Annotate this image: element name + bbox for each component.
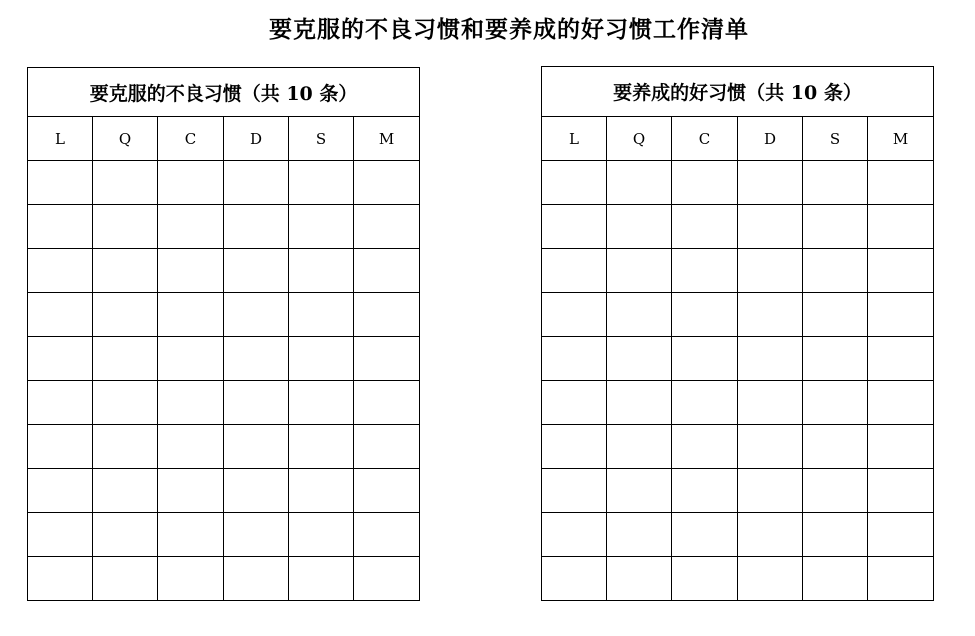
- table-cell[interactable]: [868, 513, 934, 557]
- table-cell[interactable]: [93, 249, 158, 293]
- table-cell[interactable]: [289, 381, 354, 425]
- table-cell[interactable]: [607, 161, 672, 205]
- page-title: 要克服的不良习惯和要养成的好习惯工作清单: [269, 16, 749, 43]
- table-cell[interactable]: [803, 293, 868, 337]
- table-row: [28, 425, 420, 469]
- table-cell[interactable]: [868, 205, 934, 249]
- table-row: [542, 161, 934, 205]
- table-cell[interactable]: [672, 293, 738, 337]
- table-cell[interactable]: [93, 425, 158, 469]
- table-cell[interactable]: [93, 337, 158, 381]
- table-cell[interactable]: [289, 249, 354, 293]
- table-cell[interactable]: [672, 557, 738, 601]
- table-cell[interactable]: [28, 557, 93, 601]
- table-row: [542, 513, 934, 557]
- table-cell[interactable]: [542, 205, 607, 249]
- table-cell[interactable]: [158, 425, 224, 469]
- table-cell[interactable]: [672, 381, 738, 425]
- table-cell[interactable]: [158, 337, 224, 381]
- table-cell[interactable]: [28, 469, 93, 513]
- table-cell[interactable]: [672, 249, 738, 293]
- table-row: [28, 557, 420, 601]
- table-cell[interactable]: [607, 337, 672, 381]
- table-cell[interactable]: [868, 249, 934, 293]
- table-cell[interactable]: [28, 161, 93, 205]
- table-cell[interactable]: [738, 337, 803, 381]
- table-cell[interactable]: [158, 469, 224, 513]
- table-cell[interactable]: [542, 425, 607, 469]
- table-cell[interactable]: [224, 249, 289, 293]
- column-header-m: M: [354, 117, 420, 161]
- table-row: [28, 469, 420, 513]
- table-cell[interactable]: [542, 557, 607, 601]
- table-cell[interactable]: [803, 161, 868, 205]
- table-cell[interactable]: [28, 513, 93, 557]
- table-row: [542, 425, 934, 469]
- table-cell[interactable]: [607, 513, 672, 557]
- table-cell[interactable]: [672, 337, 738, 381]
- table-cell[interactable]: [803, 249, 868, 293]
- table-row: [542, 469, 934, 513]
- table-cell[interactable]: [158, 513, 224, 557]
- table-cell[interactable]: [354, 293, 420, 337]
- table-cell[interactable]: [354, 205, 420, 249]
- table-cell[interactable]: [803, 381, 868, 425]
- column-header-c: C: [672, 117, 738, 161]
- table-cell[interactable]: [738, 469, 803, 513]
- table-cell[interactable]: [607, 469, 672, 513]
- table-cell[interactable]: [289, 513, 354, 557]
- bad-habits-table: [27, 67, 420, 601]
- table-cell[interactable]: [672, 513, 738, 557]
- table-cell[interactable]: [672, 425, 738, 469]
- table-cell[interactable]: [28, 205, 93, 249]
- table-cell[interactable]: [738, 557, 803, 601]
- table-cell[interactable]: [542, 513, 607, 557]
- table-cell[interactable]: [738, 425, 803, 469]
- table-cell[interactable]: [354, 557, 420, 601]
- table-cell[interactable]: [738, 381, 803, 425]
- table-row: [542, 337, 934, 381]
- column-header-d: D: [224, 117, 289, 161]
- table-row: [28, 161, 420, 205]
- good-habits-caption: 要养成的好习惯（共 10 条）: [542, 67, 934, 117]
- table-cell[interactable]: [158, 161, 224, 205]
- table-cell[interactable]: [224, 337, 289, 381]
- column-header-s: S: [289, 117, 354, 161]
- table-row: [28, 381, 420, 425]
- table-cell[interactable]: [542, 293, 607, 337]
- table-cell[interactable]: [28, 249, 93, 293]
- table-cell[interactable]: [354, 425, 420, 469]
- table-cell[interactable]: [672, 205, 738, 249]
- table-row: [542, 293, 934, 337]
- table-cell[interactable]: [672, 161, 738, 205]
- table-cell[interactable]: [224, 381, 289, 425]
- table-cell[interactable]: [868, 381, 934, 425]
- column-header-l: L: [542, 117, 607, 161]
- table-cell[interactable]: [803, 513, 868, 557]
- table-cell[interactable]: [542, 337, 607, 381]
- column-header-q: Q: [93, 117, 158, 161]
- table-cell[interactable]: [158, 205, 224, 249]
- table-cell[interactable]: [672, 469, 738, 513]
- table-cell[interactable]: [738, 249, 803, 293]
- table-cell[interactable]: [803, 337, 868, 381]
- table-cell[interactable]: [93, 161, 158, 205]
- table-row: [28, 293, 420, 337]
- table-cell[interactable]: [289, 161, 354, 205]
- table-cell[interactable]: [542, 249, 607, 293]
- table-cell[interactable]: [354, 161, 420, 205]
- table-cell[interactable]: [607, 293, 672, 337]
- table-cell[interactable]: [158, 249, 224, 293]
- table-cell[interactable]: [354, 381, 420, 425]
- table-cell[interactable]: [93, 381, 158, 425]
- table-cell[interactable]: [868, 161, 934, 205]
- table-cell[interactable]: [158, 557, 224, 601]
- table-cell[interactable]: [158, 293, 224, 337]
- table-cell[interactable]: [158, 381, 224, 425]
- table-cell[interactable]: [738, 205, 803, 249]
- table-cell[interactable]: [803, 205, 868, 249]
- table-cell[interactable]: [803, 469, 868, 513]
- table-cell[interactable]: [28, 293, 93, 337]
- table-cell[interactable]: [607, 249, 672, 293]
- table-cell[interactable]: [607, 425, 672, 469]
- table-cell[interactable]: [607, 205, 672, 249]
- column-header-m: M: [868, 117, 934, 161]
- table-cell[interactable]: [224, 469, 289, 513]
- table-cell[interactable]: [93, 293, 158, 337]
- table-row: [542, 381, 934, 425]
- table-row: [542, 557, 934, 601]
- table-cell[interactable]: [224, 293, 289, 337]
- table-row: [28, 249, 420, 293]
- table-cell[interactable]: [354, 513, 420, 557]
- column-header-l: L: [28, 117, 93, 161]
- table-cell[interactable]: [224, 205, 289, 249]
- table-cell[interactable]: [354, 249, 420, 293]
- table-cell[interactable]: [542, 161, 607, 205]
- table-row: [28, 205, 420, 249]
- table-cell[interactable]: [607, 381, 672, 425]
- table-cell[interactable]: [868, 469, 934, 513]
- table-cell[interactable]: [289, 425, 354, 469]
- bad-habits-caption: 要克服的不良习惯（共 10 条）: [28, 68, 420, 117]
- table-cell[interactable]: [289, 469, 354, 513]
- column-header-s: S: [803, 117, 868, 161]
- table-cell[interactable]: [289, 337, 354, 381]
- table-cell[interactable]: [542, 469, 607, 513]
- table-cell[interactable]: [868, 337, 934, 381]
- table-cell[interactable]: [738, 293, 803, 337]
- table-row: [28, 337, 420, 381]
- table-cell[interactable]: [354, 337, 420, 381]
- table-cell[interactable]: [28, 425, 93, 469]
- table-cell[interactable]: [93, 205, 158, 249]
- table-cell[interactable]: [738, 161, 803, 205]
- column-header-c: C: [158, 117, 224, 161]
- table-cell[interactable]: [224, 557, 289, 601]
- column-header-q: Q: [607, 117, 672, 161]
- table-cell[interactable]: [354, 469, 420, 513]
- table-cell[interactable]: [224, 161, 289, 205]
- table-row: [542, 205, 934, 249]
- table-cell[interactable]: [93, 557, 158, 601]
- table-cell[interactable]: [224, 425, 289, 469]
- table-cell[interactable]: [542, 381, 607, 425]
- table-cell[interactable]: [224, 513, 289, 557]
- table-cell[interactable]: [93, 469, 158, 513]
- table-cell[interactable]: [289, 205, 354, 249]
- table-cell[interactable]: [803, 557, 868, 601]
- table-cell[interactable]: [28, 381, 93, 425]
- table-cell[interactable]: [738, 513, 803, 557]
- table-cell[interactable]: [868, 293, 934, 337]
- table-cell[interactable]: [868, 557, 934, 601]
- good-habits-table: [541, 66, 934, 601]
- table-row: [28, 513, 420, 557]
- table-cell[interactable]: [607, 557, 672, 601]
- column-header-d: D: [738, 117, 803, 161]
- table-cell[interactable]: [289, 557, 354, 601]
- table-cell[interactable]: [803, 425, 868, 469]
- table-cell[interactable]: [868, 425, 934, 469]
- table-cell[interactable]: [289, 293, 354, 337]
- table-row: [542, 249, 934, 293]
- table-cell[interactable]: [28, 337, 93, 381]
- table-cell[interactable]: [93, 513, 158, 557]
